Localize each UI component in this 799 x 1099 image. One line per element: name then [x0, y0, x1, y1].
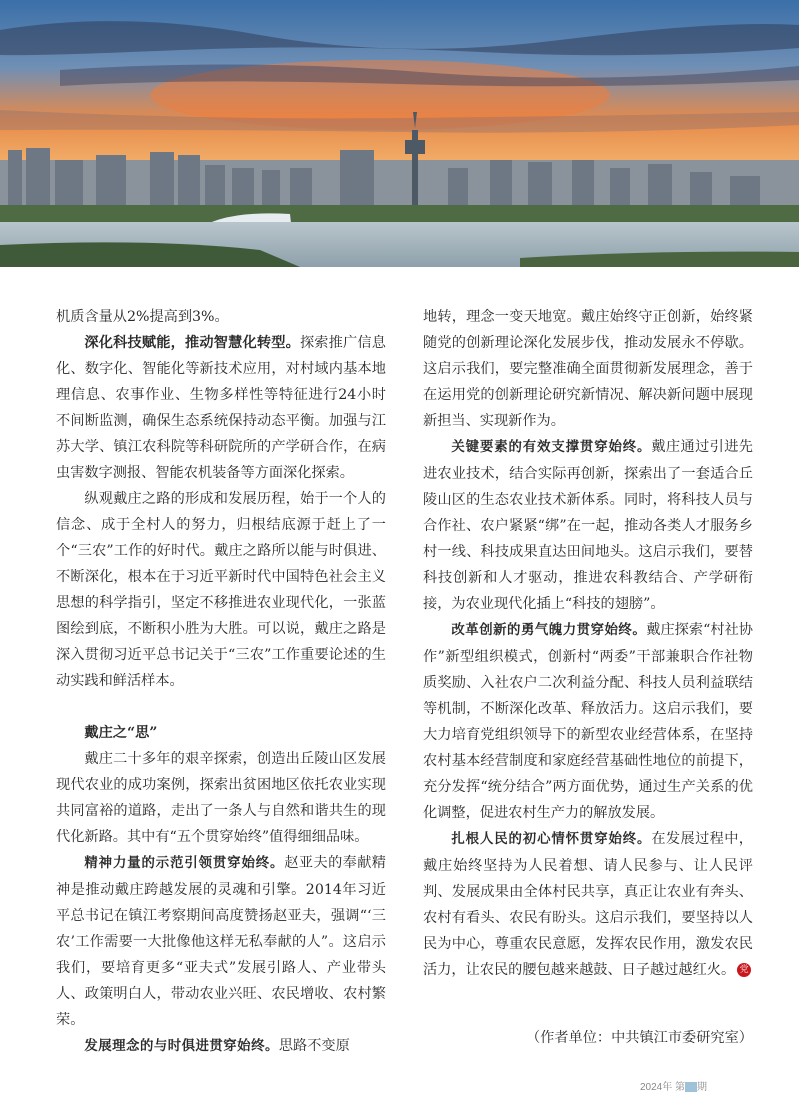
paragraph: 地转，理念一变天地宽。戴庄始终守正创新，始终紧随党的创新理论深化发展步伐，推动发展永不停歇。这启示我们，要完整准确全面贯彻新发展理念，善于在运用党的创新理论研究新情况、解决新问题中展现新担当、实现新作为。	[423, 309, 753, 429]
paragraph-text: 戴庄探索“村社协作”新型组织模式，创新村“两委”干部兼职合作社物质奖励、入社农户二次利益分配、科技人员利益联结等机制，不断深化改革、释放活力。这启示我们，要大力培育党组织领导下的新型农业经营体系，在坚持农村基本经营制度和家庭经营基础性地位的前提下，充分发挥“统分结合”两方面优势，通过生产关系的优化调整，促进农村生产力的解放发展。	[423, 622, 753, 821]
end-mark-icon: 党	[737, 963, 751, 977]
header-photo-city-skyline	[0, 0, 799, 267]
page-footer	[640, 1078, 707, 1093]
paragraph	[423, 826, 753, 983]
paragraph	[423, 434, 753, 617]
paragraph-lead: 精神力量的示范引领贯穿始终。	[84, 856, 285, 871]
paragraph-text: 思路不变原	[278, 1038, 350, 1054]
right-column	[423, 304, 753, 983]
paragraph: 机质含量从2%提高到3%。	[56, 309, 229, 325]
paragraph	[423, 617, 753, 826]
paragraph-lead: 扎根人民的初心情怀贯穿始终。	[451, 832, 652, 847]
footer-issue-suffix: 期	[697, 1082, 708, 1093]
footer-year: 2024年	[640, 1082, 673, 1093]
paragraph-lead: 改革创新的勇气魄力贯穿始终。	[451, 623, 647, 638]
paragraph-text: 赵亚夫的奉献精神是推动戴庄跨越发展的灵魂和引擎。2014年习近平总书记在镇江考察期间高度赞扬赵亚夫，强调“‘三农’工作需要一大批像他这样无私奉献的人”。这启示我们，要培育更多“亚夫式”发展引路人、产业带头人、政策明白人，带动农业兴旺、农民增收、农村繁荣。	[56, 855, 386, 1028]
section-heading: 戴庄之“思”	[84, 725, 158, 741]
paragraph	[56, 850, 386, 1033]
left-column	[56, 304, 386, 1060]
paragraph-lead: 深化科技赋能，推动智慧化转型。	[84, 335, 300, 351]
paragraph-lead: 发展理念的与时俱进贯穿始终。	[84, 1039, 279, 1054]
paragraph-lead: 关键要素的有效支撑贯穿始终。	[451, 440, 652, 455]
author-affiliation: （作者单位：中共镇江市委研究室）	[525, 1030, 753, 1046]
issue-number-box	[685, 1082, 697, 1092]
paragraph: 纵观戴庄之路的形成和发展历程，始于一个人的信念、成于全村人的努力，归根结底源于赶上了一个“三农”工作的好时代。戴庄之路所以能与时俱进、不断深化，根本在于习近平新时代中国特色社会主义思想的科学指引，坚定不移推进农业现代化，一张蓝图绘到底，不断积小胜为大胜。可以说，戴庄之路是深入贯彻习近平总书记关于“三农”工作重要论述的生动实践和鲜活样本。	[56, 491, 386, 689]
paragraph-text: 在发展过程中，戴庄始终坚持为人民着想、请人民参与、让人民评判、发展成果由全体村民共享，真正让农业有奔头、农村有看头、农民有盼头。这启示我们，要坚持以人民为中心，尊重农民意愿，发挥农民作用，激发农民活力，让农民的腰包越来越鼓、日子越过越红火。	[423, 831, 753, 978]
paragraph-text: 戴庄通过引进先进农业技术，结合实际再创新，探索出了一套适合丘陵山区的生态农业技术新体系。同时，将科技人员与合作社、农户紧紧“绑”在一起，推动各类人才服务乡村一线、科技成果直达田间地头。这启示我们，要替科技创新和人才驱动，推进农科教结合、产学研衔接，为农业现代化插上“科技的翅膀”。	[423, 439, 753, 612]
paragraph	[56, 330, 386, 486]
paragraph	[56, 1033, 386, 1060]
footer-issue-prefix: 第	[675, 1082, 686, 1093]
paragraph: 戴庄二十多年的艰辛探索，创造出丘陵山区发展现代农业的成功案例，探索出贫困地区依托农业实现共同富裕的道路，走出了一条人与自然和谐共生的现代化新路。其中有“五个贯穿始终”值得细细品味。	[56, 751, 386, 845]
paragraph-text: 探索推广信息化、数字化、智能化等新技术应用，对村域内基本地理信息、农事作业、生物多样性等特征进行24小时不间断监测，确保生态系统保持动态平衡。加强与江苏大学、镇江农科院等科研院所的产学研合作，在病虫害数字测报、智能农机装备等方面深化探索。	[56, 335, 386, 481]
